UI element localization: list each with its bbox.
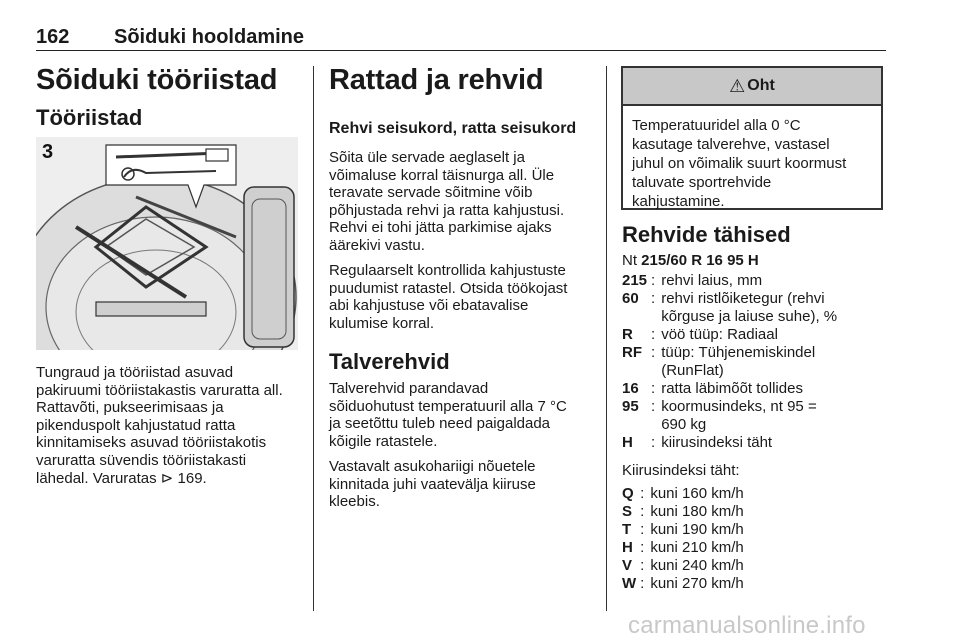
row-key: RF: [622, 344, 642, 361]
caption-line: kinnitamiseks asuvad tööriistakotis: [36, 434, 267, 452]
row-key: [622, 362, 647, 380]
caption-line: pikenduspolt kahjustatud ratta: [36, 416, 236, 434]
text-line: kleebis.: [329, 493, 380, 511]
page-number: 162: [36, 26, 70, 48]
row-separator: :: [640, 503, 645, 520]
text-line: teravate servade sõitmine võib: [329, 184, 533, 202]
row-separator: [647, 308, 661, 326]
table-row: [622, 575, 744, 593]
col2-paragraph-2: [329, 262, 601, 332]
col2-title: Rattad ja rehvid: [329, 64, 544, 96]
text-line: Rehvi ei tohi jätta parkimise ajaks: [329, 219, 552, 237]
table-row: [622, 398, 837, 416]
row-separator: :: [651, 398, 656, 415]
table-row: [622, 308, 837, 326]
col2-section2-title: Talverehvid: [329, 349, 450, 374]
row-separator: :: [651, 344, 656, 361]
table-row: [622, 539, 744, 557]
table-row: [622, 344, 837, 362]
row-description: kuni 180 km/h: [650, 503, 744, 520]
example-prefix: Nt: [622, 252, 642, 269]
example-code: 215/60 R 16 95 H: [641, 252, 759, 269]
text-line: Regulaarselt kontrollida kahjustuste: [329, 262, 566, 279]
table-row: [622, 362, 837, 380]
col1-subtitle: Tööriistad: [36, 105, 143, 130]
row-key: H: [622, 434, 633, 451]
row-description: kõrguse ja laiuse suhe), %: [661, 308, 838, 325]
row-key: R: [622, 326, 633, 343]
row-separator: :: [640, 575, 645, 592]
tools-drawing: [36, 137, 298, 350]
table-row: [622, 290, 837, 308]
row-key: H: [622, 539, 633, 556]
row-description: kiirusindeksi täht: [661, 434, 773, 451]
text-line: äärekivi vastu.: [329, 236, 425, 254]
caption-line: Tungraud ja tööriistad asuvad: [36, 364, 234, 381]
text-line: puudumist ratastel. Otsida töökojast: [329, 279, 568, 297]
warning-line: kahjustamine.: [632, 193, 725, 210]
row-description: kuni 190 km/h: [650, 521, 744, 538]
row-description: kuni 210 km/h: [650, 539, 744, 556]
col2-paragraph-1: [329, 149, 601, 255]
text-line: Vastavalt asukohariigi nõuetele: [329, 458, 536, 475]
row-description: (RunFlat): [661, 362, 724, 379]
row-description: koormusindeks, nt 95 =: [661, 398, 817, 415]
table-row: [622, 416, 837, 434]
row-key: 16: [622, 380, 639, 397]
row-description: rehvi ristlõiketegur (rehvi: [661, 290, 825, 307]
row-separator: :: [640, 557, 645, 574]
row-separator: :: [651, 434, 656, 451]
warning-header: [623, 68, 881, 106]
text-line: kulumise korral.: [329, 314, 435, 332]
warning-line: Temperatuuridel alla 0 °C: [632, 117, 801, 134]
warning-line: taluvate sportrehvide: [632, 174, 772, 191]
warning-triangle-icon: ⚠: [729, 75, 746, 96]
row-key: W: [622, 575, 637, 592]
row-description: tüüp: Tühjenemiskindel: [661, 344, 816, 361]
table-row: [622, 557, 744, 575]
warning-title: Oht: [747, 77, 775, 94]
row-separator: [647, 362, 661, 380]
text-line: kõigile ratastele.: [329, 432, 438, 450]
row-description: kuni 240 km/h: [650, 557, 744, 574]
section-header-title: Sõiduki hooldamine: [114, 26, 305, 48]
row-separator: :: [640, 521, 645, 538]
row-key: 60: [622, 290, 639, 307]
row-description: kuni 270 km/h: [650, 575, 744, 592]
row-separator: :: [651, 290, 656, 307]
speed-codes-table: [622, 485, 744, 593]
row-description: ratta läbimõõt tollides: [661, 380, 803, 397]
text-line: abi kahjustuse või ebatavalise: [329, 297, 529, 315]
table-row: [622, 521, 744, 539]
row-key: [622, 308, 647, 326]
row-key: Q: [622, 485, 634, 502]
warning-box: [621, 66, 883, 210]
figure-number: 3: [42, 141, 54, 163]
row-separator: :: [651, 380, 656, 397]
row-description: kuni 160 km/h: [650, 485, 744, 502]
text-line: kinnitada juhi vaatevälja kiiruse: [329, 475, 536, 493]
table-row: [622, 503, 744, 521]
caption-line: lähedal. Varuratas ⊳ 169.: [36, 469, 207, 487]
row-separator: [647, 416, 661, 434]
text-line: sõiduohutust temperatuuril alla 7 °C: [329, 397, 567, 415]
text-line: Sõita üle servade aeglaselt ja: [329, 149, 525, 166]
col2-subtitle: Rehvi seisukord, ratta seisukord: [329, 120, 577, 137]
caption-line: varuratta süvendis tööriistakasti: [36, 451, 247, 469]
text-line: Talverehvid parandavad: [329, 380, 489, 397]
table-row: [622, 485, 744, 503]
column-divider-2: [606, 66, 607, 611]
caption-line: Rattavõti, pukseerimisaas ja: [36, 399, 224, 417]
row-key: T: [622, 521, 632, 538]
row-key: 95: [622, 398, 639, 415]
table-row: [622, 434, 837, 452]
warning-line: kasutage talverehve, vastasel: [632, 136, 830, 153]
row-description: vöö tüüp: Radiaal: [661, 326, 778, 343]
designations-table: [622, 272, 837, 452]
table-row: [622, 326, 837, 344]
row-description: 690 kg: [661, 416, 707, 433]
row-key: 215: [622, 272, 648, 289]
row-key: S: [622, 503, 633, 520]
row-key: [622, 416, 647, 434]
column-divider-1: [313, 66, 314, 611]
row-separator: :: [640, 539, 645, 556]
col1-caption: [36, 364, 306, 487]
warning-line: juhul on võimalik suurt koormust: [632, 155, 847, 172]
header-divider: [36, 50, 886, 51]
row-separator: :: [651, 326, 656, 343]
watermark: carmanualsonline.info: [628, 612, 866, 639]
col1-title: Sõiduki tööriistad: [36, 64, 278, 96]
tools-illustration: [36, 137, 298, 350]
col2-paragraph-3: [329, 380, 601, 450]
speed-heading: Kiirusindeksi täht:: [622, 462, 740, 479]
row-description: rehvi laius, mm: [661, 272, 763, 289]
warning-text: [632, 116, 876, 211]
col3-section-title: Rehvide tähised: [622, 222, 791, 247]
text-line: ja seetõttu tuleb need paigaldada: [329, 415, 551, 433]
row-key: V: [622, 557, 633, 574]
text-line: põhjustada rehvi ja ratta kahjustusi.: [329, 201, 565, 219]
table-row: [622, 380, 837, 398]
col2-paragraph-4: [329, 458, 601, 511]
text-line: võimaluse korral täisnurga all. Üle: [329, 166, 555, 184]
row-separator: :: [651, 272, 656, 289]
caption-line: pakiruumi tööriistakastis varuratta all.: [36, 381, 283, 399]
table-row: [622, 272, 837, 290]
tire-example: [622, 252, 759, 270]
row-separator: :: [640, 485, 645, 502]
